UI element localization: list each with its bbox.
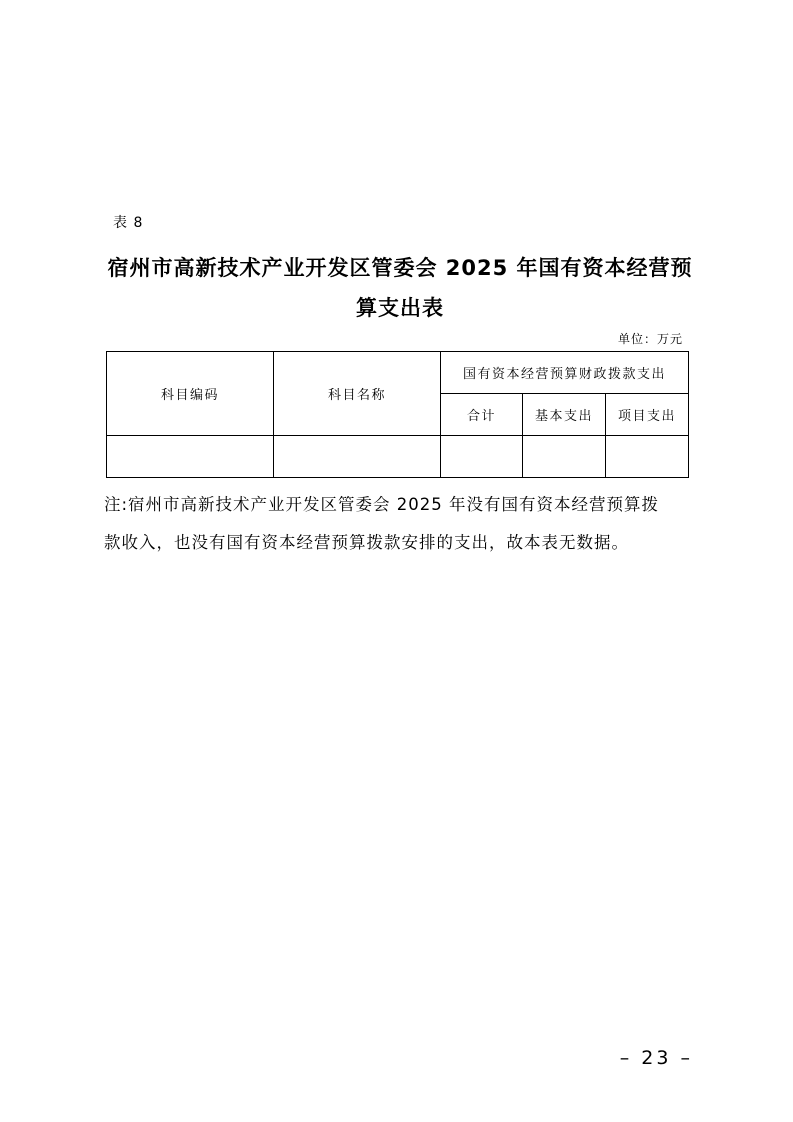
header-total: 合计 — [441, 394, 523, 436]
table-row — [107, 436, 689, 478]
footnote-line2: 款收入，也没有国有资本经营预算拨款安排的支出，故本表无数据。 — [104, 533, 629, 552]
footnote — [104, 486, 694, 562]
header-project-expenditure: 项目支出 — [606, 394, 689, 436]
header-subject-name: 科目名称 — [274, 352, 441, 436]
document-title-line2: 算支出表 — [356, 296, 444, 320]
header-expenditure-group: 国有资本经营预算财政拨款支出 — [441, 352, 689, 394]
table-cell — [274, 436, 441, 478]
document-title-line1: 宿州市高新技术产业开发区管委会 2025 年国有资本经营预 — [107, 256, 693, 280]
unit-label: 单位：万元 — [617, 332, 683, 346]
table-cell — [523, 436, 606, 478]
header-row-1 — [107, 352, 689, 394]
table-cell — [441, 436, 523, 478]
footnote-line1: 注:宿州市高新技术产业开发区管委会 2025 年没有国有资本经营预算拨 — [104, 495, 660, 514]
header-subject-code: 科目编码 — [107, 352, 274, 436]
table-label: 表 8 — [113, 215, 144, 231]
table-cell — [606, 436, 689, 478]
header-basic-expenditure: 基本支出 — [523, 394, 606, 436]
budget-table — [106, 351, 689, 478]
table-cell — [107, 436, 274, 478]
page-number: – 23 – — [619, 1047, 693, 1069]
